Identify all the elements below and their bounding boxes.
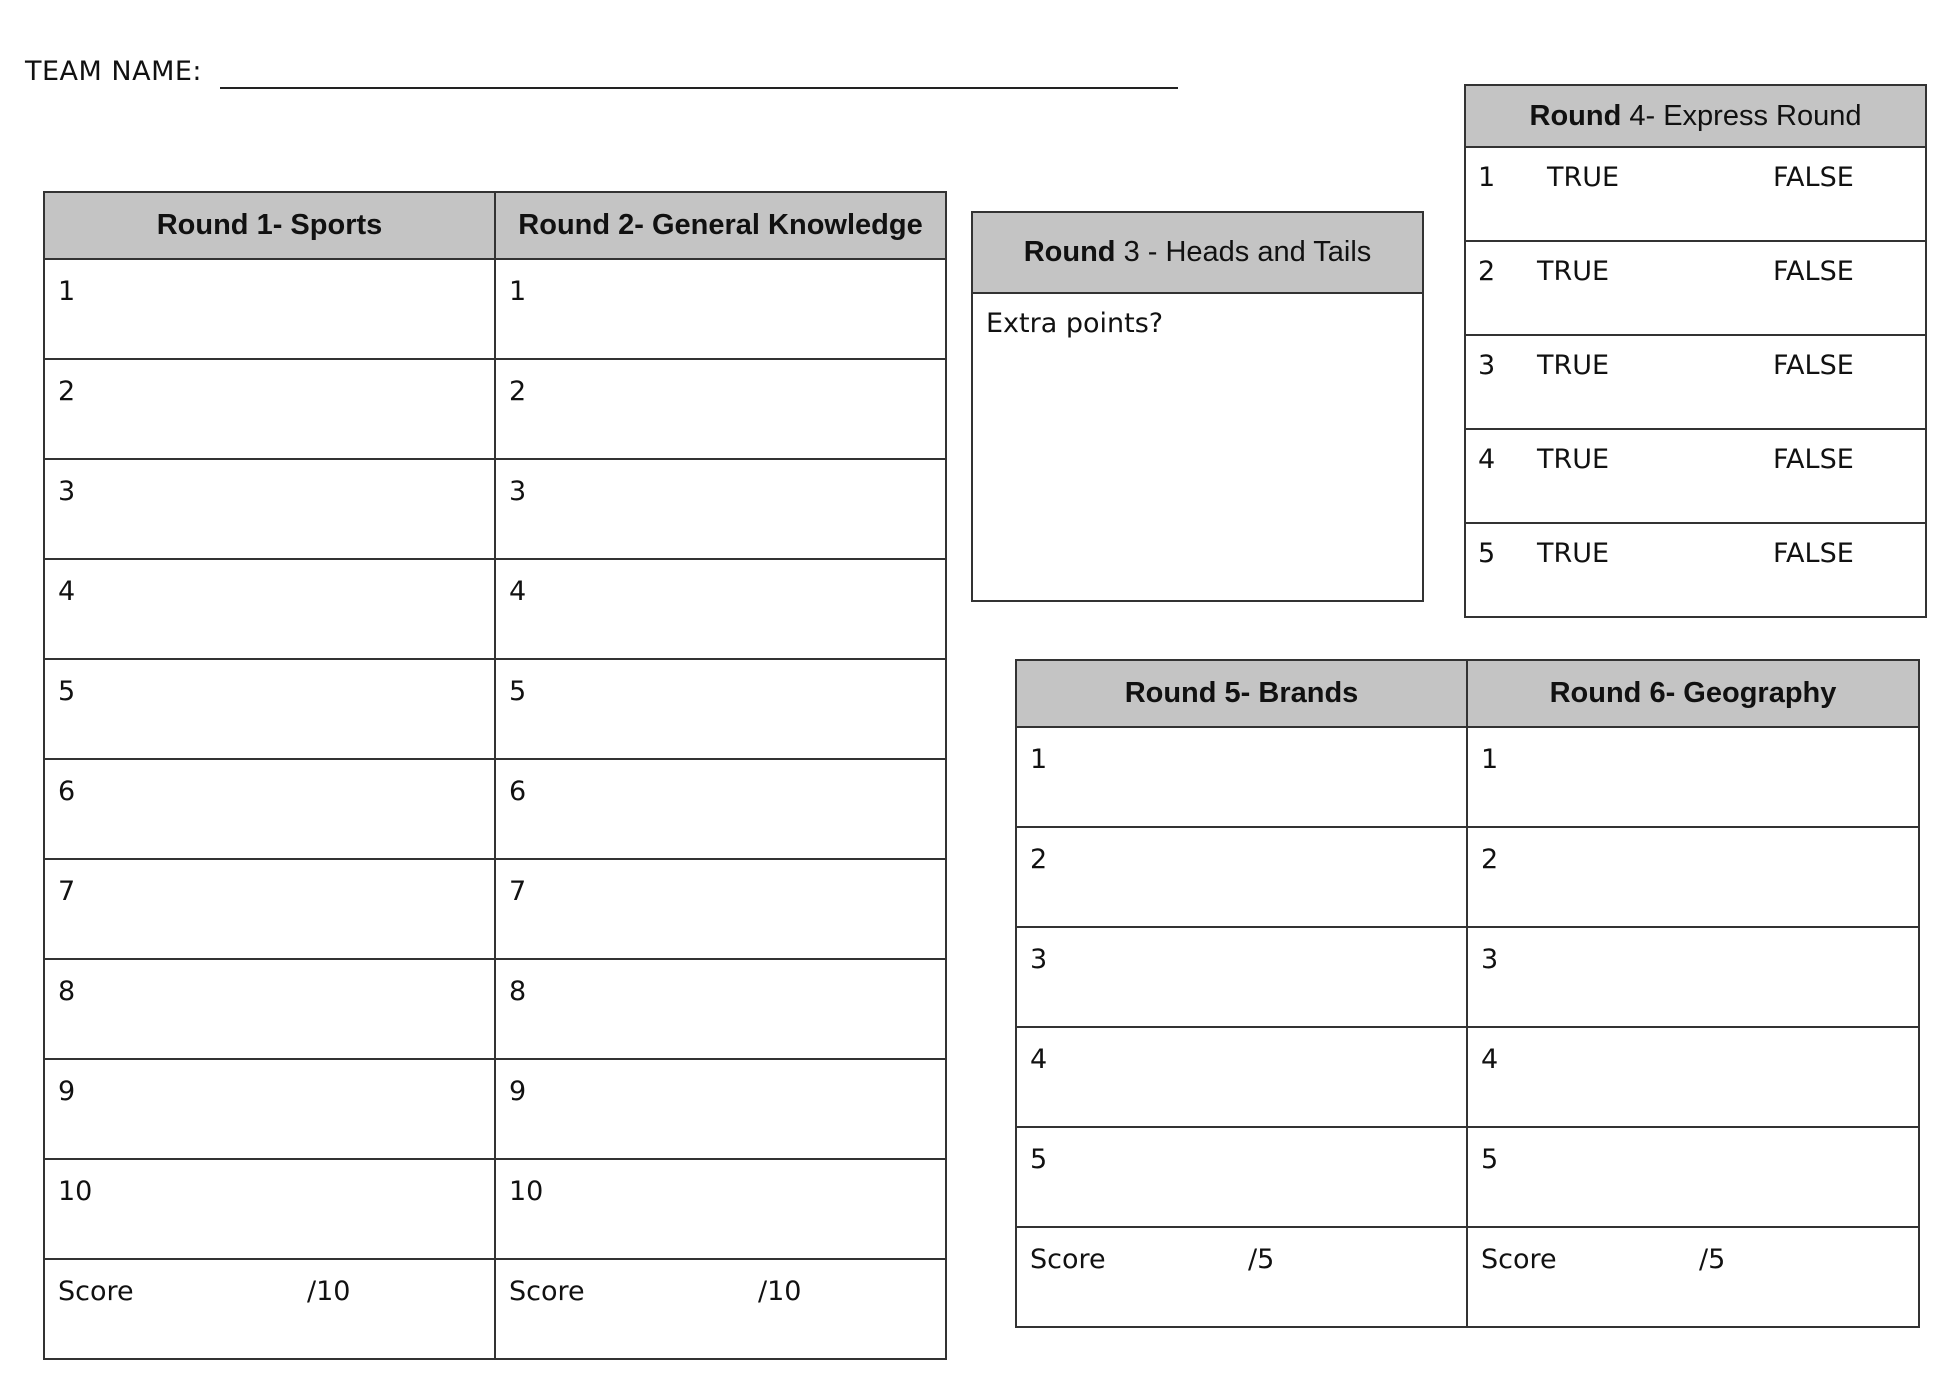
question-number: 8: [58, 976, 76, 1007]
round-1-answer-cell[interactable]: [44, 959, 495, 1059]
round-1-answer-cell[interactable]: [44, 459, 495, 559]
round-1-answer-cell[interactable]: [44, 1159, 495, 1259]
question-number: 4: [58, 576, 76, 607]
question-number: 2: [1481, 844, 1499, 875]
round-1-title: Round 1- Sports: [44, 192, 495, 259]
round-6-answer-cell[interactable]: [1467, 1027, 1919, 1127]
team-name-label: TEAM NAME:: [25, 56, 203, 87]
round-1-score-cell[interactable]: [44, 1259, 495, 1359]
question-number: 2: [509, 376, 527, 407]
question-number: 5: [1481, 1144, 1499, 1175]
round-3-body-row: [972, 293, 1423, 601]
round-2-answer-cell[interactable]: [495, 759, 946, 859]
false-option[interactable]: FALSE: [1773, 538, 1854, 569]
round-2-answer-cell[interactable]: [495, 359, 946, 459]
question-number: 1: [58, 276, 76, 307]
round-5-answer-cell[interactable]: [1016, 1127, 1467, 1227]
round-5-score-cell[interactable]: [1016, 1227, 1467, 1327]
answer-row: [44, 1159, 946, 1259]
true-option[interactable]: TRUE: [1547, 162, 1620, 193]
score-label: Score: [1030, 1244, 1106, 1275]
question-number: 6: [58, 776, 76, 807]
answer-row: [44, 459, 946, 559]
question-number: 4: [509, 576, 527, 607]
round-6-title: Round 6- Geography: [1467, 660, 1919, 727]
round-2-answer-cell[interactable]: [495, 959, 946, 1059]
round-1-answer-cell[interactable]: [44, 659, 495, 759]
question-number: 3: [509, 476, 527, 507]
round-1-answer-cell[interactable]: [44, 1059, 495, 1159]
true-option[interactable]: TRUE: [1537, 350, 1610, 381]
round-2-answer-cell[interactable]: [495, 1159, 946, 1259]
score-total: /5: [1699, 1244, 1726, 1275]
rounds-5-6-table: [1015, 659, 1920, 1328]
score-label: Score: [1481, 1244, 1557, 1275]
false-option[interactable]: FALSE: [1773, 256, 1854, 287]
true-false-row: [1465, 241, 1926, 335]
round-1-answer-cell[interactable]: [44, 259, 495, 359]
round-5-answer-cell[interactable]: [1016, 727, 1467, 827]
question-number: 3: [1478, 350, 1496, 381]
round-3-title-rest: 3 - Heads and Tails: [1115, 236, 1372, 268]
rounds-5-6-header-row: [1016, 660, 1919, 727]
answer-row: [1016, 727, 1919, 827]
answer-row: [44, 859, 946, 959]
false-option[interactable]: FALSE: [1773, 162, 1854, 193]
true-option[interactable]: TRUE: [1537, 538, 1610, 569]
true-false-cell[interactable]: [1465, 523, 1926, 617]
answer-row: [44, 659, 946, 759]
question-number: 4: [1478, 444, 1496, 475]
score-total: /10: [758, 1276, 802, 1307]
answer-row: [44, 359, 946, 459]
score-total: /10: [307, 1276, 351, 1307]
answer-row: [1016, 927, 1919, 1027]
question-number: 6: [509, 776, 527, 807]
true-false-cell[interactable]: [1465, 429, 1926, 523]
question-number: 5: [58, 676, 76, 707]
round-1-answer-cell[interactable]: [44, 359, 495, 459]
question-number: 1: [1478, 162, 1496, 193]
question-number: 10: [58, 1176, 93, 1207]
answer-row: [44, 1059, 946, 1159]
question-number: 2: [1030, 844, 1048, 875]
score-label: Score: [58, 1276, 134, 1307]
round-1-answer-cell[interactable]: [44, 859, 495, 959]
round-3-title: [972, 212, 1423, 293]
round-5-answer-cell[interactable]: [1016, 927, 1467, 1027]
round-3-answer-cell[interactable]: [972, 293, 1423, 601]
round-2-answer-cell[interactable]: [495, 259, 946, 359]
false-option[interactable]: FALSE: [1773, 444, 1854, 475]
score-row: [1016, 1227, 1919, 1327]
true-false-row: [1465, 147, 1926, 241]
rounds-1-2-table: [43, 191, 947, 1360]
answer-row: [44, 259, 946, 359]
round-4-title-rest: 4- Express Round: [1621, 99, 1862, 132]
true-false-cell[interactable]: [1465, 335, 1926, 429]
round-5-answer-cell[interactable]: [1016, 1027, 1467, 1127]
round-3-title-bold: Round: [1023, 236, 1116, 268]
score-row: [44, 1259, 946, 1359]
round-2-answer-cell[interactable]: [495, 859, 946, 959]
true-false-cell[interactable]: [1465, 241, 1926, 335]
question-number: 9: [58, 1076, 76, 1107]
true-false-row: [1465, 335, 1926, 429]
question-number: 5: [509, 676, 527, 707]
answer-row: [44, 759, 946, 859]
answer-row: [44, 559, 946, 659]
question-number: 3: [58, 476, 76, 507]
round-3-table: [971, 211, 1424, 602]
round-4-title-bold: Round: [1529, 99, 1622, 132]
score-label: Score: [509, 1276, 585, 1307]
true-option[interactable]: TRUE: [1537, 256, 1610, 287]
round-2-answer-cell[interactable]: [495, 1059, 946, 1159]
question-number: 9: [509, 1076, 527, 1107]
question-number: 8: [509, 976, 527, 1007]
extra-points-label: Extra points?: [986, 308, 1164, 339]
true-false-row: [1465, 429, 1926, 523]
question-number: 5: [1030, 1144, 1048, 1175]
question-number: 2: [58, 376, 76, 407]
round-2-answer-cell[interactable]: [495, 559, 946, 659]
round-1-answer-cell[interactable]: [44, 759, 495, 859]
true-false-row: [1465, 523, 1926, 617]
answer-row: [44, 959, 946, 1059]
round-2-answer-cell[interactable]: [495, 659, 946, 759]
round-4-header-row: [1465, 85, 1926, 147]
round-2-score-cell[interactable]: [495, 1259, 946, 1359]
false-option[interactable]: FALSE: [1773, 350, 1854, 381]
question-number: 1: [1481, 744, 1499, 775]
question-number: 7: [509, 876, 527, 907]
question-number: 3: [1030, 944, 1048, 975]
round-6-answer-cell[interactable]: [1467, 1127, 1919, 1227]
question-number: 2: [1478, 256, 1496, 287]
question-number: 3: [1481, 944, 1499, 975]
answer-row: [1016, 1127, 1919, 1227]
round-4-table: [1464, 84, 1927, 618]
round-3-header-row: [972, 212, 1423, 293]
question-number: 10: [509, 1176, 544, 1207]
score-total: /5: [1248, 1244, 1275, 1275]
rounds-1-2-header-row: [44, 192, 946, 259]
team-name-input-line[interactable]: [220, 87, 1178, 89]
round-5-answer-cell[interactable]: [1016, 827, 1467, 927]
true-option[interactable]: TRUE: [1537, 444, 1610, 475]
round-5-title: Round 5- Brands: [1016, 660, 1467, 727]
round-4-title: [1465, 85, 1926, 147]
question-number: 7: [58, 876, 76, 907]
true-false-cell[interactable]: [1465, 147, 1926, 241]
question-number: 4: [1481, 1044, 1499, 1075]
question-number: 1: [1030, 744, 1048, 775]
answer-row: [1016, 827, 1919, 927]
round-6-answer-cell[interactable]: [1467, 727, 1919, 827]
round-6-score-cell[interactable]: [1467, 1227, 1919, 1327]
round-6-answer-cell[interactable]: [1467, 827, 1919, 927]
question-number: 4: [1030, 1044, 1048, 1075]
round-2-title: Round 2- General Knowledge: [495, 192, 946, 259]
question-number: 1: [509, 276, 527, 307]
answer-row: [1016, 1027, 1919, 1127]
question-number: 5: [1478, 538, 1496, 569]
round-6-answer-cell[interactable]: [1467, 927, 1919, 1027]
round-2-answer-cell[interactable]: [495, 459, 946, 559]
round-1-answer-cell[interactable]: [44, 559, 495, 659]
